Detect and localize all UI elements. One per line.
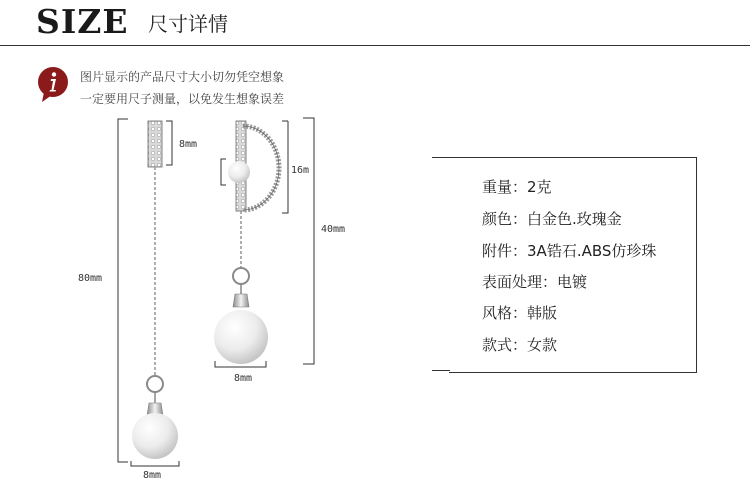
right-jump-ring: [233, 268, 249, 284]
notice-line-1: 图片显示的产品尺寸大小切勿凭空想象: [80, 70, 285, 84]
right-total-dimension: 40mm: [321, 224, 346, 235]
left-jump-ring: [147, 376, 163, 392]
size-title: SIZE: [36, 2, 129, 41]
left-earring: [132, 121, 178, 459]
left-top-dimension: 8mm: [179, 139, 198, 150]
left-bottom-dimension: 8mm: [143, 470, 162, 481]
right-bottom-dimension: 8mm: [234, 373, 253, 384]
notice-line-2: 一定要用尺子测量，以免发生想象误差: [80, 92, 285, 106]
spec-panel-leader-bottom: [432, 370, 450, 371]
right-pearl: [214, 310, 268, 364]
left-pearl: [132, 413, 178, 459]
spec-row-accessory: 附件：3A锆石.ABS仿珍珠: [482, 242, 657, 260]
left-total-dimension: 80mm: [78, 273, 103, 284]
right-earring: [214, 121, 279, 364]
spec-row-weight: 重量：2克: [482, 178, 552, 196]
spec-row-style: 风格：韩版: [482, 304, 558, 322]
right-small-pearl: [228, 161, 250, 183]
size-subtitle: 尺寸详情: [148, 12, 228, 36]
spec-panel-leader: [432, 157, 450, 158]
spec-row-type: 款式：女款: [482, 336, 558, 354]
left-zircon-bar: [148, 121, 162, 167]
spec-row-color: 颜色：白金色.玫瑰金: [482, 210, 622, 228]
right-hoop-dimension: 16m: [291, 165, 310, 176]
right-pearl-cap: [233, 294, 249, 307]
spec-row-finish: 表面处理：电镀: [482, 273, 588, 291]
